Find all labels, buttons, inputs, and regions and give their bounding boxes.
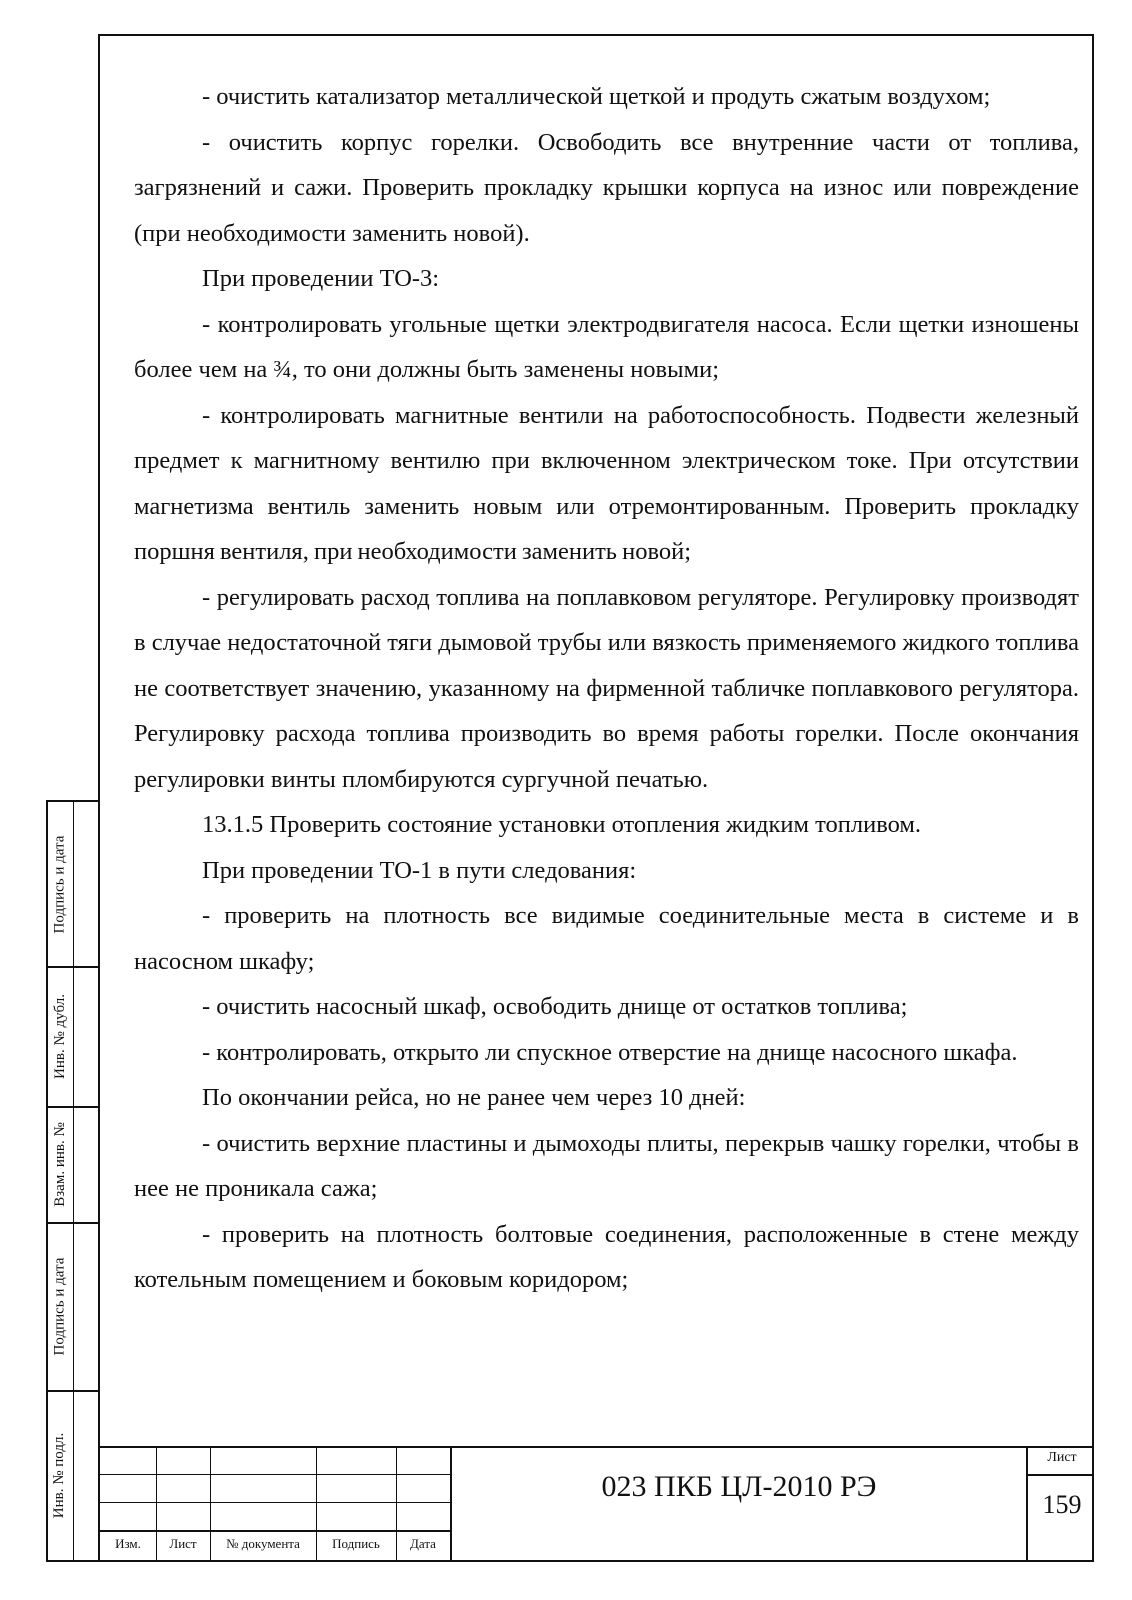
paragraph: 13.1.5 Проверить состояние установки отопления жидким топливом. bbox=[202, 811, 922, 838]
stamp-sheet-line bbox=[1026, 1474, 1094, 1476]
paragraph: - проверить на плотность все видимые соединительные места в системе и в насосном шкафу; bbox=[134, 902, 1079, 975]
stamp-header-date: Дата bbox=[410, 1536, 436, 1551]
stamp-row-line bbox=[100, 1474, 450, 1475]
side-label-signature-date-2: Подпись и дата bbox=[51, 1257, 68, 1355]
stamp-row-line bbox=[100, 1502, 450, 1503]
paragraph: - контролировать магнитные вентили на работоспособность. Подвести железный предмет к магнитному вентилю при включенном электрическом токе. При отсутствии магнетизма вентиль заменить новым или отремонтированным. Проверить прокладку поршня вентиля, при необходимости заменить новой; bbox=[134, 401, 1079, 565]
paragraph: - проверить на плотность болтовые соединения, расположенные в стене между котельным помещением и боковым коридором; bbox=[134, 1220, 1079, 1293]
paragraph: - контролировать угольные щетки электродвигателя насоса. Если щетки изношены более чем на ¾, то они должны быть заменены новыми; bbox=[134, 310, 1079, 383]
side-label-dup-inv: Инв. № дубл. bbox=[51, 993, 68, 1079]
paragraph: - контролировать, открыто ли спускное отверстие на днище насосного шкафа. bbox=[202, 1038, 1018, 1066]
paragraph: При проведении ТО-1 в пути следования: bbox=[202, 856, 637, 884]
side-label-original-inv: Инв. № подл. bbox=[51, 1432, 68, 1518]
paragraph: При проведении ТО-3: bbox=[202, 265, 440, 292]
side-label-replace-inv: Взам. инв. № bbox=[51, 1121, 68, 1207]
stamp-header-change: Изм. bbox=[115, 1536, 141, 1551]
paragraph: - очистить корпус горелки. Освободить все внутренние части от топлива, загрязнений и сажи. Проверить прокладку крышки корпуса на износ или повреждение (при необходимости заменить новой). bbox=[134, 128, 1079, 247]
stamp-col-line bbox=[1026, 1446, 1028, 1562]
stamp-col-line bbox=[450, 1446, 452, 1562]
paragraph: - очистить верхние пластины и дымоходы плиты, перекрыв чашку горелки, чтобы в нее не проникала сажа; bbox=[134, 1129, 1079, 1202]
stamp-header-signature: Подпись bbox=[332, 1536, 380, 1551]
sheet-label: Лист bbox=[1047, 1450, 1077, 1465]
paragraph: - регулировать расход топлива на поплавковом регуляторе. Регулировку производят в случае недостаточной тяги дымовой трубы или вязкость применяемого жидкого топлива не соответствует значению, указанному на фирменной табличке поплавкового регулятора. Регулировку расхода топлива производить во время работы горелки. После окончания регулировки винты пломбируются сургучной печатью. bbox=[134, 583, 1079, 793]
document-code: 023 ПКБ ЦЛ-2010 РЭ bbox=[601, 1470, 877, 1503]
paragraph: По окончании рейса, но не ранее чем через 10 дней: bbox=[202, 1084, 746, 1111]
stamp-header-document: № документа bbox=[226, 1536, 300, 1551]
side-label-signature-date: Подпись и дата bbox=[51, 835, 68, 933]
paragraph: - очистить насосный шкаф, освободить днище от остатков топлива; bbox=[202, 993, 908, 1020]
stamp-row-line bbox=[100, 1530, 450, 1532]
paragraph: - очистить катализатор металлической щеткой и продуть сжатым воздухом; bbox=[202, 83, 991, 110]
sheet-number: 159 bbox=[1042, 1490, 1082, 1519]
document-body bbox=[134, 74, 1079, 1303]
stamp-header-sheet: Лист bbox=[169, 1536, 197, 1551]
